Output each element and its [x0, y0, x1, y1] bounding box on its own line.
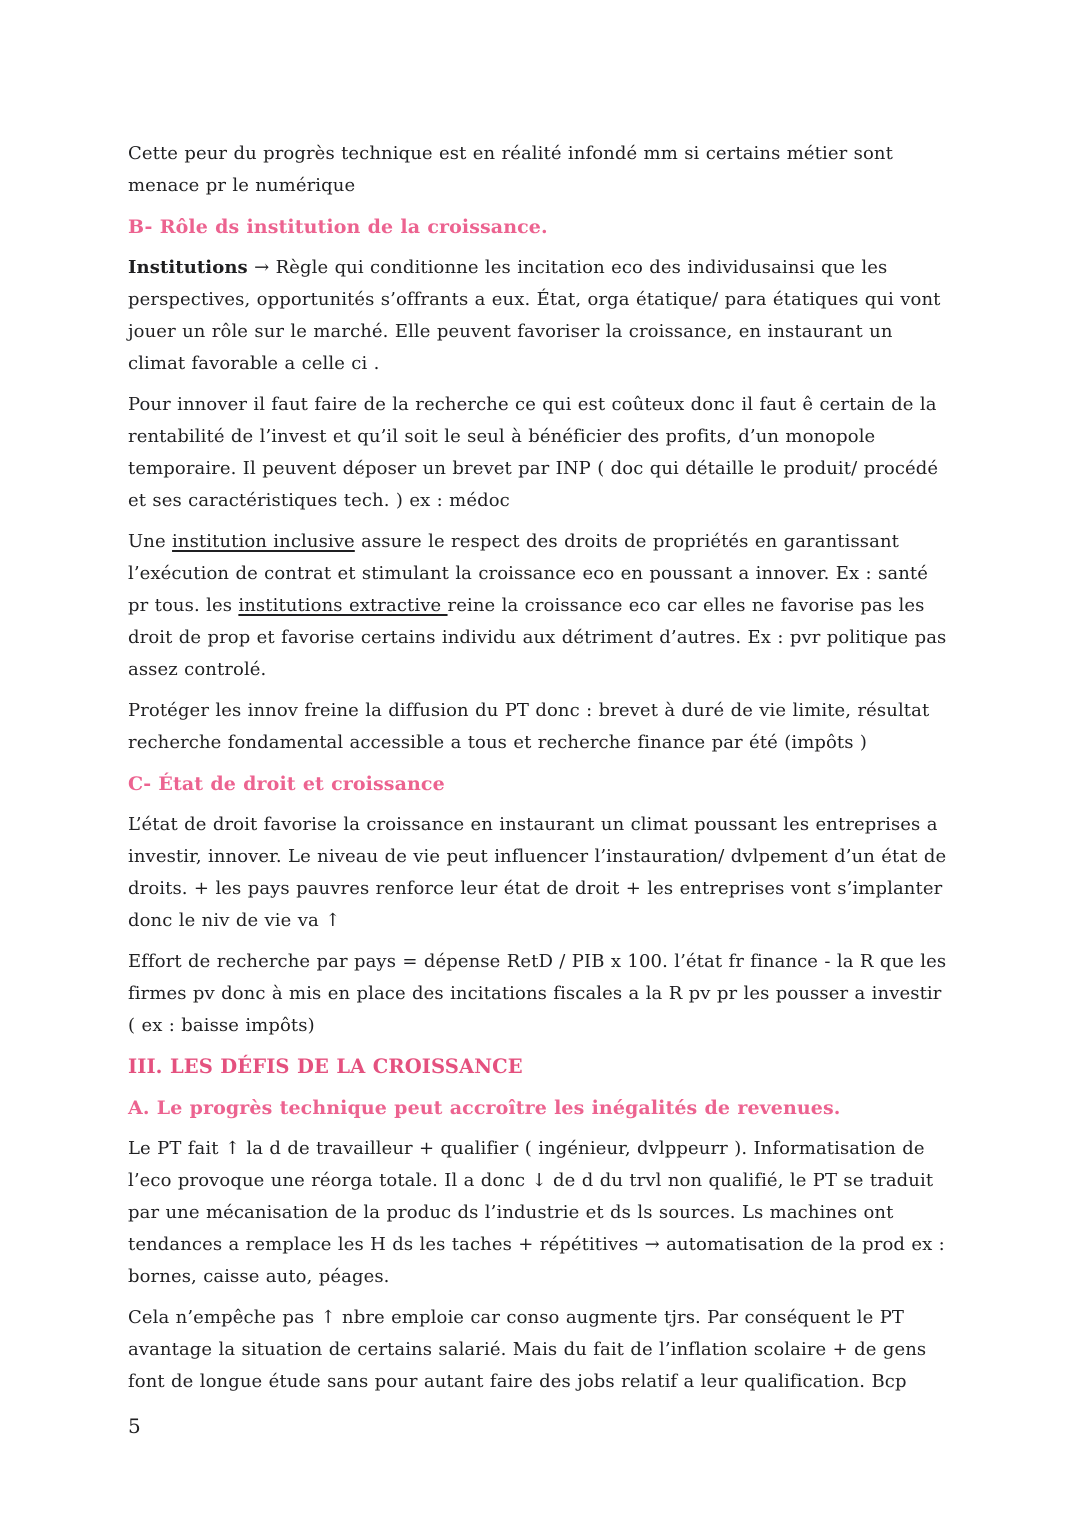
paragraph	[128, 138, 952, 202]
text-segment: B- Rôle ds institution de la croissance.	[128, 216, 548, 238]
text-segment: Une	[128, 531, 173, 552]
paragraph	[128, 389, 952, 517]
paragraph	[128, 1302, 952, 1398]
section-heading	[128, 211, 952, 243]
paragraph	[128, 252, 952, 380]
text-segment: III. LES DÉFIS DE LA CROISSANCE	[128, 1055, 523, 1078]
paragraph	[128, 695, 952, 759]
document-body	[128, 138, 952, 1407]
text-segment: C- État de droit et croissance	[128, 773, 445, 795]
paragraph	[128, 809, 952, 937]
underlined-term: institutions extractive	[238, 595, 448, 616]
page-number: 5	[128, 1414, 141, 1438]
text-segment: L’état de droit favorise la croissance en instaurant un climat poussant les entreprises a investir, innover. Le niveau de vie peut influencer l’instauration/ dvlpement d’un état de droits. + les pays pauvres renforce leur état de droit + les entreprises vont s’implanter donc le niv de vie va ↑	[128, 814, 947, 931]
text-segment: Le PT fait ↑ la d de travailleur + qualifier ( ingénieur, dvlppeurr ). Informatisation de l’eco provoque une réorga totale. Il a donc ↓ de d du trvl non qualifié, le PT se traduit par une mécanisation de la produc ds l’industrie et ds ls sources. Ls machines ont tendances a remplace les H ds les taches + répétitives → automatisation de la prod ex : bornes, caisse auto, péages.	[128, 1138, 945, 1287]
paragraph	[128, 526, 952, 686]
underlined-term: institution inclusive	[172, 531, 355, 552]
section-heading	[128, 1092, 952, 1124]
text-segment: Pour innover il faut faire de la recherche ce qui est coûteux donc il faut ê certain de la rentabilité de l’invest et qu’il soit le seul à bénéficier des profits, d’un monopole temporaire. Il peuvent déposer un brevet par INP ( doc qui détaille le produit/ procédé et ses caractéristiques tech. ) ex : médoc	[128, 394, 939, 511]
bold-term: Institutions	[128, 257, 248, 278]
text-segment: Protéger les innov freine la diffusion du PT donc : brevet à duré de vie limite, résultat recherche fondamental accessible a tous et recherche finance par été (impôts )	[128, 700, 930, 753]
section-heading	[128, 768, 952, 800]
text-segment: assure le respect des droits de propriétés en garantissant l’exécution de contrat et stimulant la croissance eco en poussant a innover. Ex : santé pr tous. les	[128, 531, 928, 616]
text-segment: → Règle qui conditionne les incitation eco des individusainsi que les perspectives, opportunités s’offrants a eux. État, orga étatique/ para étatiques qui vont jouer un rôle sur le marché. Elle peuvent favoriser la croissance, en instaurant un climat favorable a celle ci .	[128, 257, 941, 374]
text-segment: reine la croissance eco car elles ne favorise pas les droit de prop et favorise certains individu aux détriment d’autres. Ex : pvr politique pas assez controlé.	[128, 595, 947, 680]
paragraph	[128, 1133, 952, 1293]
text-segment: Effort de recherche par pays = dépense RetD / PIB x 100. l’état fr finance - la R que les firmes pv donc à mis en place des incitations fiscales a la R pv pr les pousser a investir ( ex : baisse impôts)	[128, 951, 947, 1036]
section-heading	[128, 1051, 952, 1083]
paragraph	[128, 946, 952, 1042]
text-segment: Cela n’empêche pas ↑ nbre emploie car conso augmente tjrs. Par conséquent le PT avantage la situation de certains salarié. Mais du fait de l’inflation scolaire + de gens font de longue étude sans pour autant faire des jobs relatif a leur qualification. Bcp	[128, 1307, 927, 1392]
text-segment: Cette peur du progrès technique est en réalité infondé mm si certains métier sont menace pr le numérique	[128, 143, 893, 196]
text-segment: A. Le progrès technique peut accroître les inégalités de revenues.	[128, 1097, 841, 1119]
